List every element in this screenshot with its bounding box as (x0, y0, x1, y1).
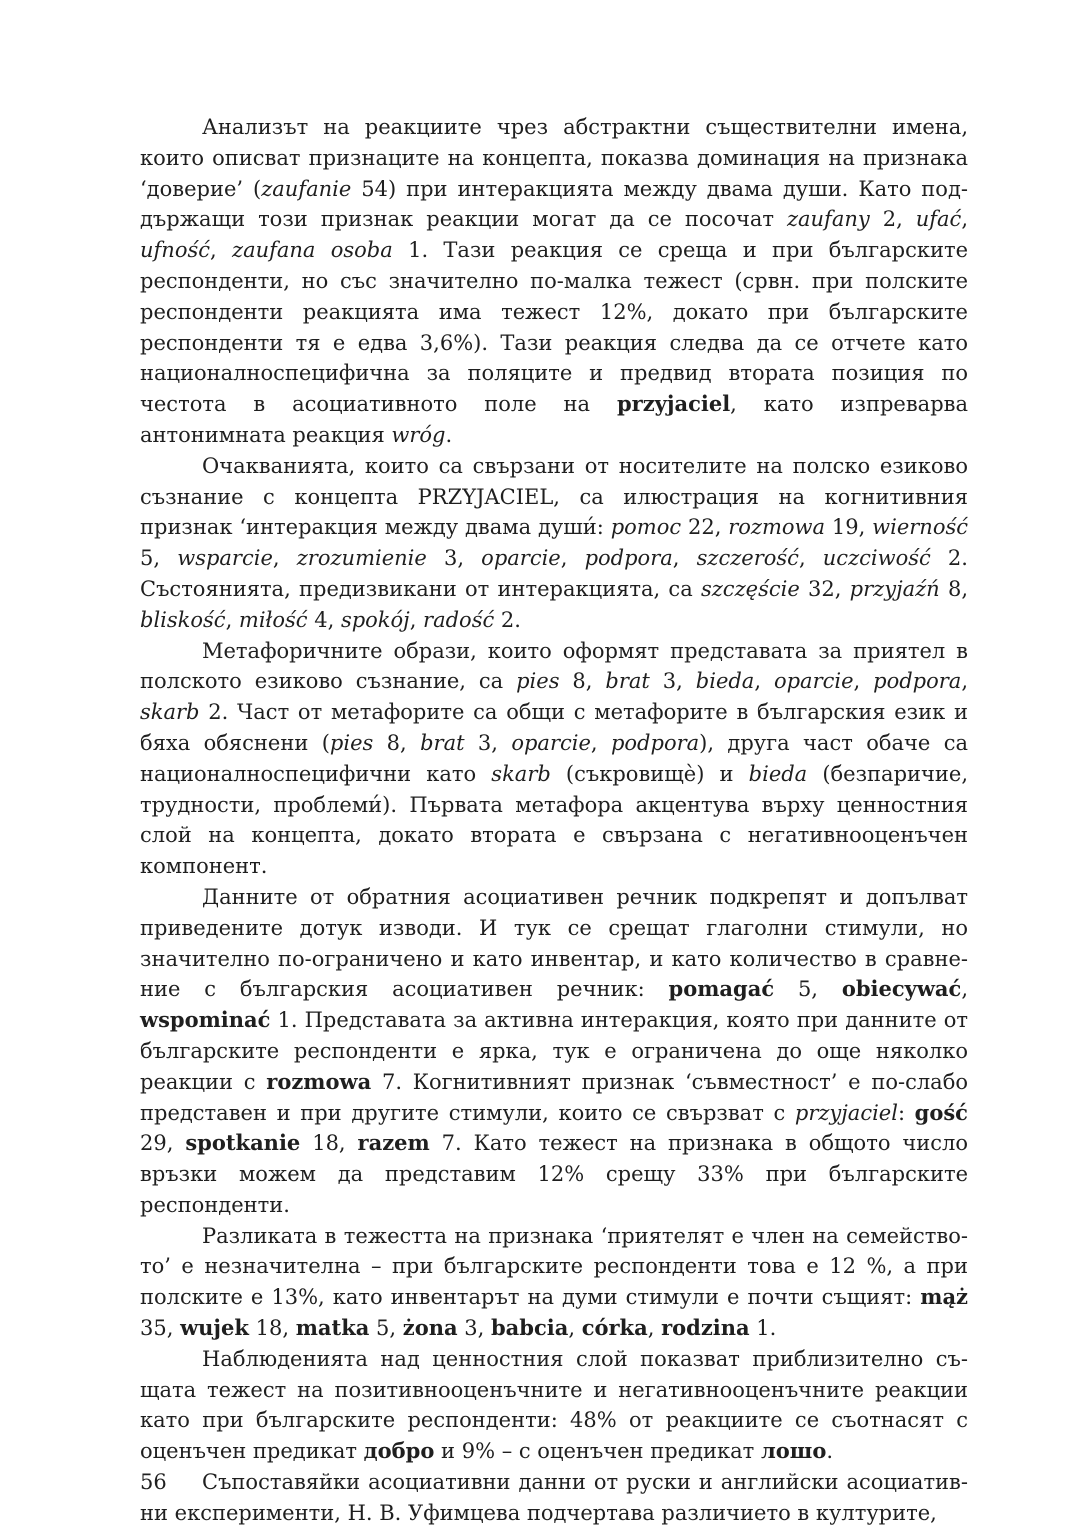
text-run: 7. Когнитивният признак ‘съвместност’ е по-слабо представен и при другите стимули, които се свързват с (140, 1069, 968, 1125)
bold-term: przyjaciel (616, 391, 731, 417)
italic-term: podpora (584, 546, 673, 571)
text-run: , (672, 546, 697, 571)
text-run: , (647, 1316, 662, 1341)
italic-term: przyjaźń (849, 576, 940, 601)
text-run: 1. (749, 1316, 777, 1341)
bold-term: żona (402, 1315, 458, 1341)
italic-term: wierność (872, 515, 969, 540)
text-run: 2. Част от метафорите са общи с метафорите в българския език и бяха обяснени ( (140, 700, 968, 755)
text-run: 2, (869, 207, 916, 232)
italic-term: ufność (140, 238, 211, 263)
bold-term: rozmowa (266, 1068, 372, 1094)
paragraph (140, 112, 968, 451)
bold-term: spotkanie (185, 1130, 301, 1156)
italic-term: wróg (391, 422, 446, 447)
text-run: , (961, 669, 969, 694)
text-run: 18, (300, 1131, 358, 1156)
italic-term: skarb (491, 761, 551, 786)
text-run: 4, (307, 607, 341, 632)
italic-term: zaufanie (261, 176, 352, 201)
paragraph (140, 1467, 968, 1529)
page-number: 56 (140, 1470, 167, 1494)
body-text (140, 112, 968, 1529)
text-run: Наблюденията над ценностния слой показват приблизително същата тежест на позитивнооценъчните и негативнооценъчните реакции като при българските респонденти: 48% от реакциите се съотнасят с оценъчен предикат (140, 1346, 968, 1464)
text-run: Анализът на реакциите чрез абстрактни съществителни имена, които описват признаците на концепта, показва доминация на признака ‘доверие’ ( (140, 115, 968, 201)
bold-term: gość (914, 1099, 968, 1125)
bold-term: pomagać (668, 976, 775, 1002)
italic-term: pies (329, 730, 374, 755)
text-run: 3, (426, 546, 482, 571)
text-run: ), друга част обаче са националноспецифични като (140, 730, 968, 786)
italic-term: zaufana osoba (232, 238, 393, 263)
bold-term: добро (363, 1438, 435, 1464)
bold-term: wujek (180, 1315, 249, 1341)
text-run: Очакванията, които са свързани от носителите на полско езиково съзнание с концепта PRZYJACIEL, са илюстрация на когнитивния признак ‘интеракция между двама души́: (140, 453, 968, 540)
italic-term: radość (423, 607, 495, 632)
bold-term: obiecywać (841, 976, 962, 1002)
text-run: 29, (140, 1131, 186, 1156)
text-run: 3, (464, 730, 512, 755)
text-run: , (961, 977, 968, 1002)
italic-term: bieda (695, 669, 755, 694)
italic-term: podpora (610, 730, 700, 755)
text-run: , (754, 669, 774, 694)
italic-term: brat (420, 730, 465, 755)
text-run: , (225, 607, 239, 632)
text-run: 5, (774, 977, 842, 1002)
text-run: , (961, 207, 968, 232)
text-run: 19, (825, 515, 873, 540)
italic-term: szczęście (700, 576, 800, 601)
italic-term: miłość (238, 607, 308, 632)
italic-term: bieda (748, 761, 808, 786)
text-run: 3, (649, 669, 696, 694)
text-run: 8, (559, 669, 606, 694)
italic-term: oparcie (481, 546, 561, 571)
text-run: 2. (494, 607, 521, 632)
text-run: 1. Представата за активна интеракция, която при данните от българските респонденти е ярка, тук е ограничена до още няколко реакции с (140, 1008, 968, 1094)
bold-term: razem (357, 1130, 430, 1156)
text-run: , (798, 546, 823, 571)
italic-term: szczerość (696, 546, 799, 571)
italic-term: wsparcie (177, 546, 273, 571)
italic-term: oparcie (773, 669, 854, 694)
text-run: 3, (457, 1316, 491, 1341)
paragraph (140, 1344, 968, 1467)
bold-term: matka (295, 1315, 370, 1341)
text-run: 8, (939, 576, 968, 601)
paragraph (140, 1221, 968, 1344)
text-run: , (272, 546, 297, 571)
text-run: , (210, 238, 232, 263)
bold-term: wspominać (140, 1007, 271, 1033)
italic-term: rozmowa (728, 515, 826, 540)
text-run: . (826, 1439, 834, 1464)
text-run: 5, (369, 1316, 403, 1341)
italic-term: pomoc (610, 515, 682, 540)
italic-term: bliskość (140, 607, 226, 632)
bold-term: rodzina (661, 1315, 750, 1341)
text-run: 18, (248, 1316, 296, 1341)
text-run: 22, (681, 515, 729, 540)
text-run: (съкровищѐ) и (550, 761, 749, 786)
text-run: 5, (140, 546, 178, 571)
text-run: Разликата в тежестта на признака ‘приятелят е член на семейството’ е незначителна – при българските респонденти това е 12 %, а при полските е 13%, като инвентарът на думи стимули е почти същият: (140, 1223, 968, 1310)
italic-term: przyjaciel (794, 1100, 898, 1125)
italic-term: zrozumienie (296, 546, 427, 571)
text-run: , (560, 546, 585, 571)
text-run: 2. Състоянията, предизвикани от интеракцията, са (140, 546, 968, 601)
text-run: Метафоричните образи, които оформят представата за приятел в полското езиково съзнание, са (140, 638, 968, 694)
text-run: (безпаричие, трудности, проблеми́). Първата метафора акцентува върху ценностния слой на концепта, докато втората е свързана с негативнооценъчен компонент. (140, 761, 968, 879)
text-run: Съпоставяйки асоциативни данни от руски и английски асоциативни експерименти, Н. В. Уфимцева подчертава различието в културите, (140, 1470, 968, 1525)
paragraph (140, 451, 968, 636)
italic-term: ufać (915, 207, 962, 232)
text-run: Данните от обратния асоциативен речник подкрепят и допълват приведените дотук изводи. И тук се срещат глаголни стимули, но значително по-ограничено и като инвентар, и като количество в сравнение с българския асоциативен речник: (140, 884, 968, 1002)
italic-term: podpora (873, 669, 962, 694)
italic-term: brat (605, 669, 650, 694)
text-run: . (445, 422, 453, 447)
italic-term: pies (516, 669, 560, 694)
text-run: , като изпреварва антонимната реакция (140, 392, 968, 447)
text-run: 32, (799, 576, 850, 601)
text-run: , (409, 607, 424, 632)
italic-term: uczciwość (822, 546, 931, 571)
text-run: : (897, 1100, 915, 1125)
bold-term: córka (581, 1315, 648, 1341)
paragraph (140, 636, 968, 882)
italic-term: zaufany (786, 207, 870, 232)
italic-term: oparcie (511, 730, 591, 755)
italic-term: spokój (340, 607, 410, 632)
text-run: 8, (373, 730, 421, 755)
paragraph (140, 882, 968, 1221)
text-run: 7. Като тежест на признака в общото число връзки можем да представим 12% срещу 33% при българските респонденти. (140, 1131, 968, 1217)
text-run: 1. Тази реакция се среща и при българските респонденти, но със значително по-малка тежест (срвн. при полските респонденти реакцията има тежест 12%, докато при българските респонденти тя е едва 3,6%). Тази реакция следва да се отчете като националноспецифична за поляците и предвид втората позиция по честота в асоциативното поле на (140, 238, 968, 417)
text-run: 54) при интеракцията между двама души. Като поддържащи този признак реакции могат да се посочат (140, 176, 968, 232)
text-run: , (568, 1316, 582, 1341)
text-run: , (590, 730, 611, 755)
bold-term: mąż (920, 1284, 968, 1310)
bold-term: лошо (760, 1438, 827, 1464)
bold-term: babcia (490, 1315, 569, 1341)
text-run: , (853, 669, 874, 694)
italic-term: skarb (140, 700, 200, 725)
text-run: 35, (140, 1316, 181, 1341)
text-run: и 9% – с оценъчен предикат (434, 1439, 761, 1464)
